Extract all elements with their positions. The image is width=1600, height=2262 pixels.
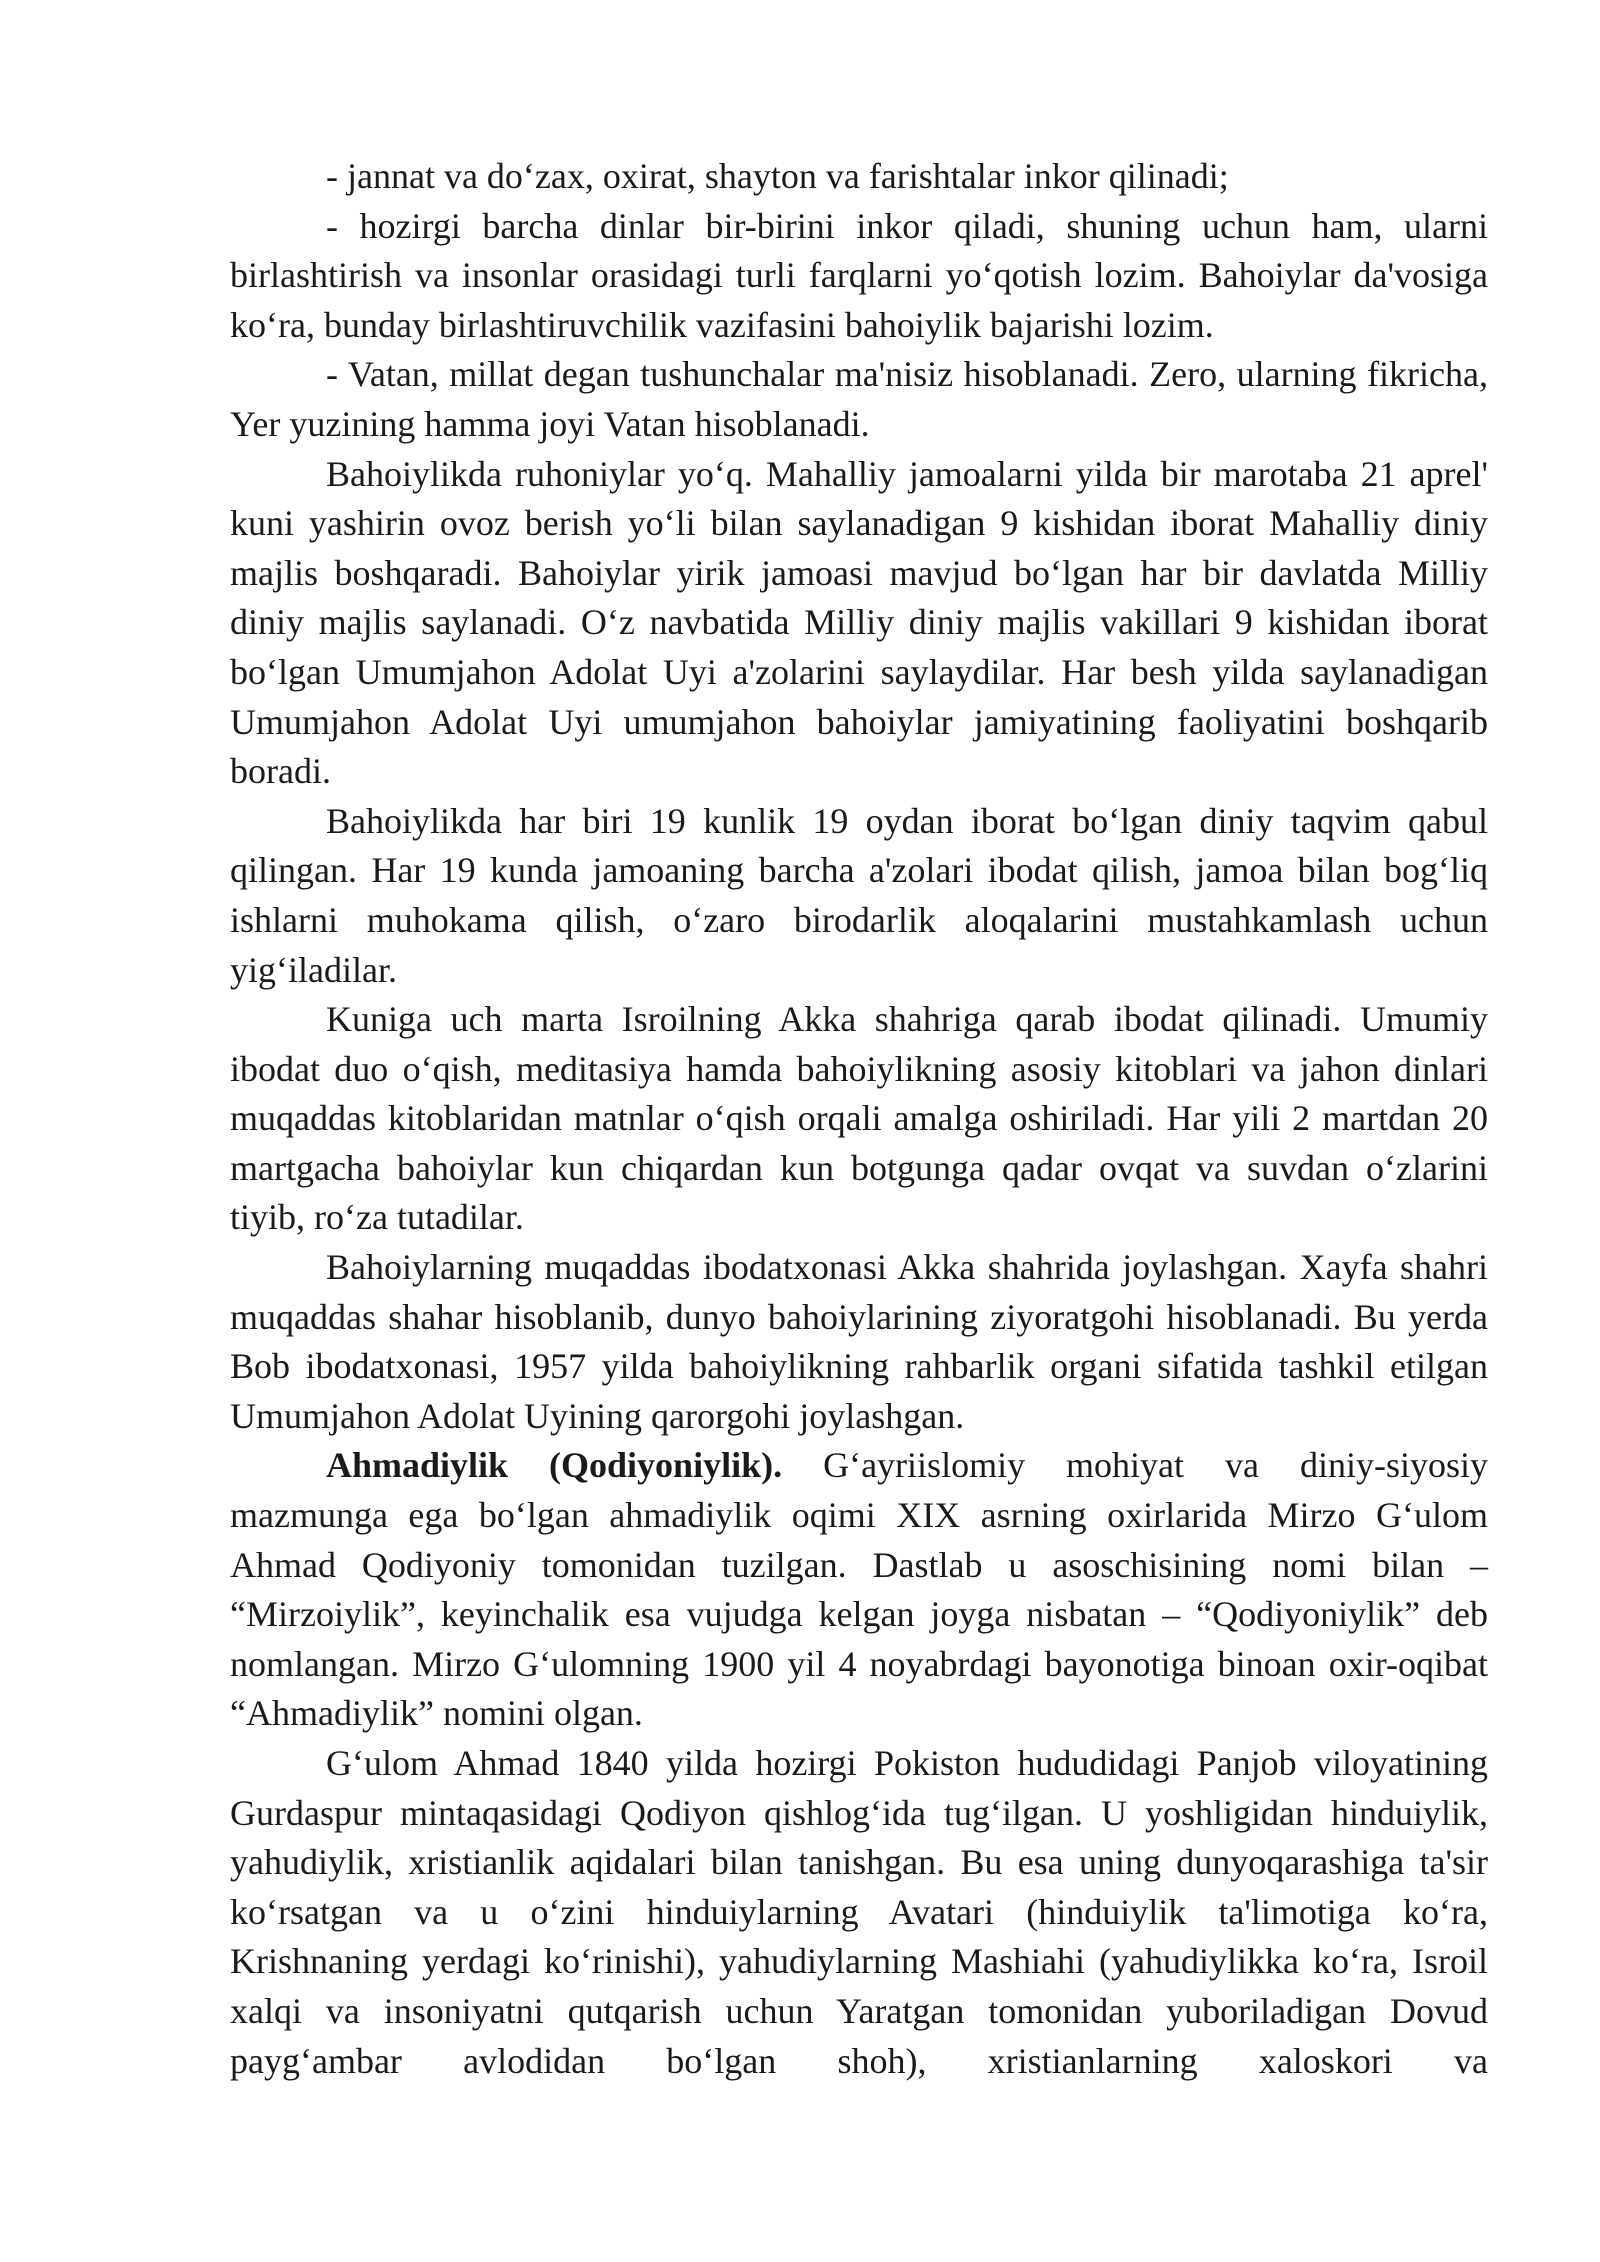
paragraph-holy-places: Bahoiylarning muqaddas ibodatxonasi Akka shahrida joylashgan. Xayfa shahri muqaddas shahar hisoblanib, dunyo bahoiylarining ziyoratgohi hisoblanadi. Bu yerda Bob ibodatxonasi, 1957 yilda bahoiylikning rahbarlik organi sifatida tashkil etilgan Umumjahon Adolat Uyining qarorgohi joylashgan.: [230, 1247, 1488, 1436]
list-item-religions-unification: - hozirgi barcha dinlar bir-birini inkor qiladi, shuning uchun ham, ularni birlashtirish va insonlar orasidagi turli farqlarni yo‘qotish lozim. Bahoiylar da'vosiga ko‘ra, bunday birlashtiruvchilik vazifasini bahoiylik bajarishi lozim.: [230, 205, 1488, 345]
paragraph-calendar: Bahoiylikda har biri 19 kunlik 19 oydan iborat bo‘lgan diniy taqvim qabul qilingan. Har 19 kunda jamoaning barcha a'zolari ibodat qilish, jamoa bilan bog‘liq ishlarni muhokama qilish, o‘zaro birodarlik aloqalarini mustahkamlash uchun yig‘iladilar.: [230, 800, 1488, 990]
list-item-paradise-denial: - jannat va do‘zax, oxirat, shayton va farishtalar inkor qilinadi;: [326, 156, 1229, 196]
paragraph-worship: Kuniga uch marta Isroilning Akka shahriga qarab ibodat qilinadi. Umumiy ibodat duo o‘qish, meditasiya hamda bahoiylikning asosiy kitoblari va jahon dinlari muqaddas kitoblaridan matnlar o‘qish orqali amalga oshiriladi. Har yili 2 martdan 20 martgacha bahoiylar kun chiqardan kun botgunga qadar ovqat va suvdan o‘zlarini tiyib, ro‘za tutadilar.: [230, 999, 1488, 1238]
paragraph-ahmadiyya: Ahmadiylik (Qodiyoniylik). G‘ayriislomiy mohiyat va diniy-siyosiy mazmunga ega bo‘lgan ahmadiylik oqimi XIX asrning oxirlarida Mirzo G‘ulom Ahmad Qodiyoniy tomonidan tuzilgan. Dastlab u asoschisining nomi bilan – “Mirzoiylik”, keyinchalik esa vujudga kelgan joyga nisbatan – “Qodiyoniylik” deb nomlangan. Mirzo G‘ulomning 1900 yil 4 noyabrdagi bayonotiga binoan oxir-oqibat “Ahmadiylik” nomini olgan.: [230, 1445, 1489, 1734]
paragraph-clergy-governance: Bahoiylikda ruhoniylar yo‘q. Mahalliy jamoalarni yilda bir marotaba 21 aprel' kuni yashirin ovoz berish yo‘li bilan saylanadigan 9 kishidan iborat Mahalliy diniy majlis boshqaradi. Bahoiylar yirik jamoasi mavjud bo‘lgan har bir davlatda Milliy diniy majlis saylanadi. O‘z navbatida Milliy diniy majlis vakillari 9 kishidan iborat bo‘lgan Umumjahon Adolat Uyi a'zolarini saylaydilar. Har besh yilda saylanadigan Umumjahon Adolat Uyi umumjahon bahoiylar jamiyatining faoliyatini boshqarib boradi.: [230, 453, 1488, 792]
document-body: [230, 152, 1488, 2086]
section-heading-ahmadiyya: Ahmadiylik (Qodiyoniylik).: [326, 1445, 783, 1486]
paragraph-ghulam-ahmad: G‘ulom Ahmad 1840 yilda hozirgi Pokiston hududidagi Panjob viloyatining Gurdaspur mintaqasidagi Qodiyon qishlog‘ida tug‘ilgan. U yoshligidan hinduiylik, yahudiylik, xristianlik aqidalari bilan tanishgan. Bu esa uning dunyoqarashiga ta'sir ko‘rsatgan va u o‘zini hinduiylarning Avatari (hinduiylik ta'limotiga ko‘ra, Krishnaning yerdagi ko‘rinishi), yahudiylarning Mashiahi (yahudiylikka ko‘ra, Isroil xalqi va insoniyatni qutqarish uchun Yaratgan tomonidan yuboriladigan Dovud payg‘ambar avlodidan bo‘lgan shoh), xristianlarning xaloskori va: [230, 1743, 1488, 2081]
list-item-homeland: - Vatan, millat degan tushunchalar ma'nisiz hisoblanadi. Zero, ularning fikricha, Yer yuzining hamma joyi Vatan hisoblanadi.: [230, 354, 1488, 444]
